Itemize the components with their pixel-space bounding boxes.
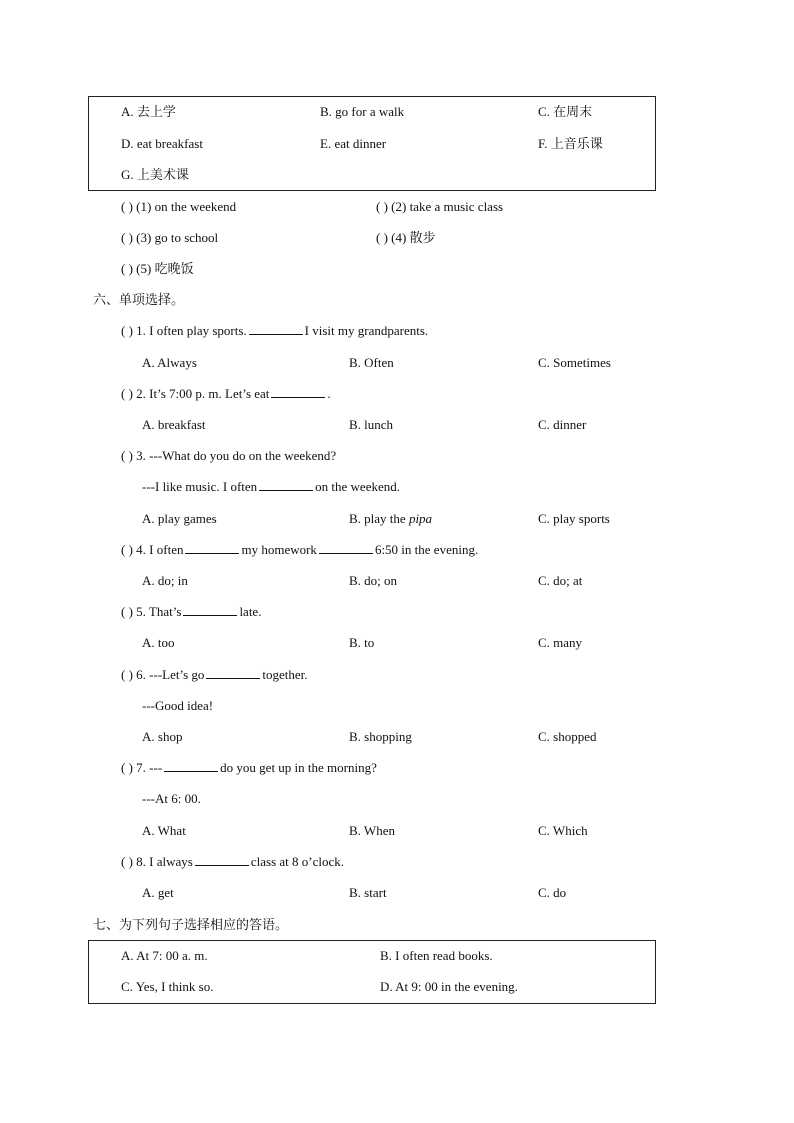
choice-c: C. play sports bbox=[538, 511, 610, 526]
match-item bbox=[121, 261, 194, 277]
question-2: ( ) 2. It’s 7:00 p. m. Let’s eat . bbox=[121, 386, 331, 401]
fill-blank[interactable] bbox=[271, 386, 325, 398]
section-6-title: 六、单项选择。 bbox=[93, 292, 185, 307]
choice-c: C. do; at bbox=[538, 573, 583, 588]
question-7-line-2: ---At 6: 00. bbox=[142, 791, 201, 806]
question-6-line-2: ---Good idea! bbox=[142, 698, 214, 713]
answer-paren[interactable]: ( ) bbox=[121, 386, 133, 401]
fill-blank[interactable] bbox=[259, 479, 313, 491]
choice-a: A. What bbox=[142, 823, 186, 838]
question-3-line-2: ---I like music. I often on the weekend. bbox=[142, 479, 400, 494]
fill-blank[interactable] bbox=[185, 542, 239, 554]
answer-paren[interactable]: ( ) bbox=[121, 230, 133, 245]
choice-b: B. shopping bbox=[349, 729, 412, 744]
answer-paren[interactable]: ( ) bbox=[121, 542, 133, 557]
choice-c: C. many bbox=[538, 635, 583, 650]
match-item bbox=[376, 199, 503, 215]
option-b: B. go for a walk bbox=[320, 104, 405, 119]
answer-paren[interactable]: ( ) bbox=[121, 261, 133, 276]
match-text: (2) take a music class bbox=[391, 199, 504, 214]
choice-b: B. play the pipa bbox=[349, 511, 433, 526]
choice-a: A. do; in bbox=[142, 573, 188, 588]
question-8: ( ) 8. I always class at 8 o’clock. bbox=[121, 854, 344, 869]
choice-b: B. start bbox=[349, 885, 387, 900]
choice-a: A. too bbox=[142, 635, 175, 650]
match-item bbox=[376, 230, 436, 246]
answer-option-b: B. I often read books. bbox=[380, 948, 493, 963]
answer-paren[interactable]: ( ) bbox=[121, 760, 133, 775]
option-c: C. 在周末 bbox=[538, 104, 593, 119]
match-text: (5) 吃晚饭 bbox=[136, 261, 194, 276]
match-text: (4) 散步 bbox=[391, 230, 436, 245]
answer-paren[interactable]: ( ) bbox=[376, 199, 388, 214]
choice-a: A. shop bbox=[142, 729, 183, 744]
choice-a: A. get bbox=[142, 885, 174, 900]
choice-b: B. When bbox=[349, 823, 395, 838]
match-item bbox=[121, 199, 236, 215]
choice-b: B. Often bbox=[349, 355, 394, 370]
question-3: ( ) 3. ---What do you do on the weekend? bbox=[121, 448, 337, 463]
option-a: A. 去上学 bbox=[121, 104, 176, 119]
option-g: G. 上美术课 bbox=[121, 167, 189, 182]
fill-blank[interactable] bbox=[249, 323, 303, 335]
fill-blank[interactable] bbox=[319, 542, 373, 554]
choice-c: C. shopped bbox=[538, 729, 597, 744]
answer-option-a: A. At 7: 00 a. m. bbox=[121, 948, 208, 963]
fill-blank[interactable] bbox=[164, 760, 218, 772]
answer-paren[interactable]: ( ) bbox=[121, 667, 133, 682]
choice-b: B. lunch bbox=[349, 417, 394, 432]
section-7-title: 七、为下列句子选择相应的答语。 bbox=[93, 917, 289, 932]
question-5: ( ) 5. That’s late. bbox=[121, 604, 262, 619]
choice-c: C. Which bbox=[538, 823, 588, 838]
answer-paren[interactable]: ( ) bbox=[121, 604, 133, 619]
match-text: (1) on the weekend bbox=[136, 199, 237, 214]
answer-paren[interactable]: ( ) bbox=[121, 323, 133, 338]
fill-blank[interactable] bbox=[183, 604, 237, 616]
choice-b: B. do; on bbox=[349, 573, 398, 588]
option-f: F. 上音乐课 bbox=[538, 136, 603, 151]
choice-b: B. to bbox=[349, 635, 375, 650]
answer-paren[interactable]: ( ) bbox=[121, 199, 133, 214]
choice-a: A. play games bbox=[142, 511, 217, 526]
answer-paren[interactable]: ( ) bbox=[121, 448, 133, 463]
choice-c: C. Sometimes bbox=[538, 355, 611, 370]
fill-blank[interactable] bbox=[195, 854, 249, 866]
match-text: (3) go to school bbox=[136, 230, 219, 245]
question-7: ( ) 7. --- do you get up in the morning? bbox=[121, 760, 377, 775]
choice-c: C. dinner bbox=[538, 417, 587, 432]
answer-paren[interactable]: ( ) bbox=[121, 854, 133, 869]
question-6: ( ) 6. ---Let’s go together. bbox=[121, 667, 308, 682]
option-e: E. eat dinner bbox=[320, 136, 387, 151]
choice-a: A. breakfast bbox=[142, 417, 206, 432]
option-d: D. eat breakfast bbox=[121, 136, 203, 151]
answer-option-c: C. Yes, I think so. bbox=[121, 979, 214, 994]
question-1: ( ) 1. I often play sports. I visit my grandparents. bbox=[121, 323, 429, 338]
fill-blank[interactable] bbox=[206, 667, 260, 679]
answer-option-d: D. At 9: 00 in the evening. bbox=[380, 979, 518, 994]
answer-paren[interactable]: ( ) bbox=[376, 230, 388, 245]
choice-c: C. do bbox=[538, 885, 567, 900]
question-4: ( ) 4. I often my homework 6:50 in the evening. bbox=[121, 542, 479, 557]
match-item bbox=[121, 230, 218, 246]
choice-a: A. Always bbox=[142, 355, 197, 370]
